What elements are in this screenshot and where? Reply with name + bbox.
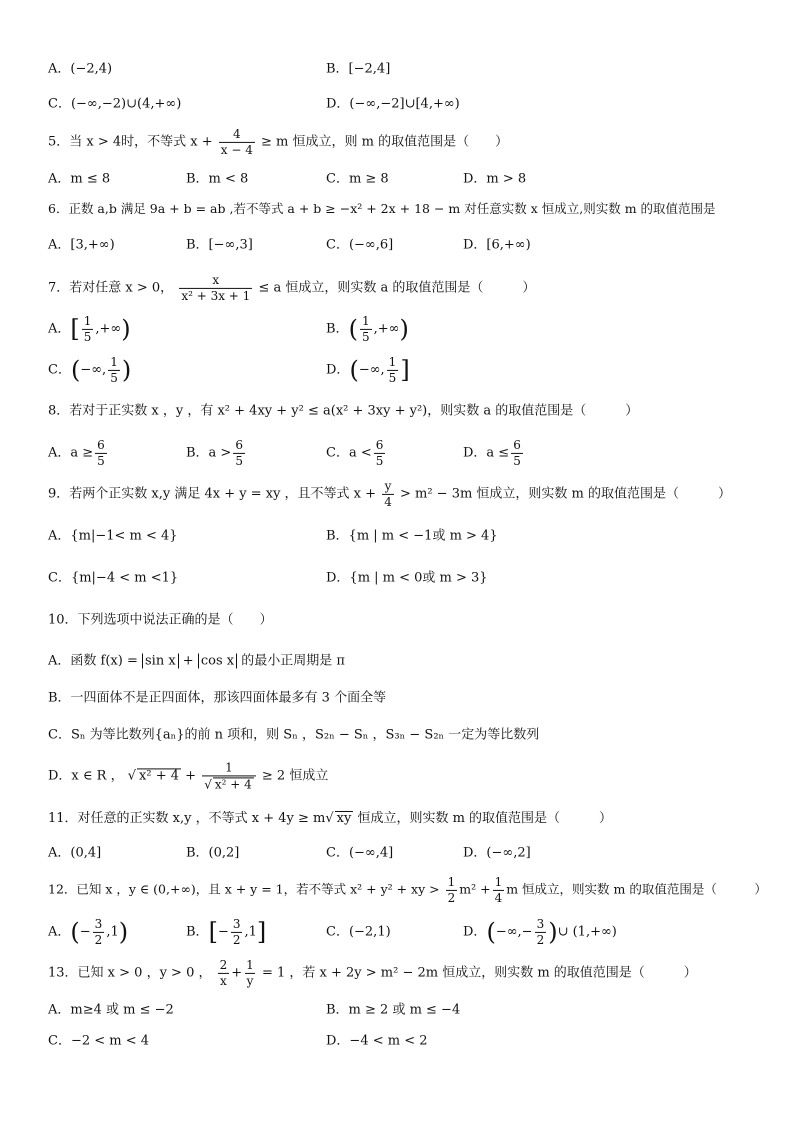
q8-option-a: A．a ≥ $\frac{6}{5}$ (48, 437, 105, 468)
q6-options (0, 223, 794, 267)
q11-option-b: B．(0,2] (186, 845, 240, 861)
q12-options (0, 910, 794, 954)
q8-option-d: D．a ≤ $\frac{6}{5}$ (463, 437, 521, 468)
q11-stem-start: 11．对任意的正实数 x,y ，不等式 x + 4y ≥ m (48, 811, 326, 826)
q4-option-a: A．(−2,4) (48, 61, 113, 77)
q9-fraction: $\frac{y}{4}$ (384, 478, 392, 509)
q9-stem-end: > m² − 3m 恒成立，则实数 m 的取值范围是（ ） (399, 486, 732, 502)
q8-stem (0, 389, 794, 433)
q11-stem-end: 恒成立，则实数 m 的取值范围是（ ） (357, 811, 613, 826)
q13-option-b: B．m ≥ 2 或 m ≤ −4 (326, 1002, 461, 1018)
q7-option-a: A．[ $\frac{1}{5}$ ,+∞) (48, 313, 131, 344)
q7-option-d: D．(−∞, $\frac{1}{5}$ ] (326, 354, 410, 385)
q9-options-row2 (0, 556, 794, 600)
q8-stem-text: 8．若对于正实数 x ，y ，有 x² + 4xy + y² ≤ a(x² + 3xy + y²)，则实数 a 的取值范围是（ ） (48, 403, 639, 419)
q12-stem-start: 12．已知 x ，y ∈ (0,+∞)，且 x + y = 1，若不等式 x² + y² + xy > (48, 881, 440, 897)
q11-option-d: D．(−∞,2] (463, 845, 531, 861)
q4-option-c: C．(−∞,−2)∪(4,+∞) (48, 96, 182, 112)
q8-options (0, 431, 794, 475)
q5-option-b: B．m < 8 (186, 171, 249, 187)
q10-option-c-row (0, 713, 794, 757)
q12-option-c: C．(−2,1) (326, 924, 391, 940)
q7-stem-end: ≤ a 恒成立，则实数 a 的取值范围是（ ） (258, 280, 536, 296)
q5-stem-start: 5．当 x > 4时，不等式 x + (48, 134, 213, 150)
q7-option-b: B．( $\frac{1}{5}$ ,+∞) (326, 313, 409, 344)
q8-option-b: B．a > $\frac{6}{5}$ (186, 437, 243, 468)
q7-stem (0, 266, 794, 310)
q7-options-row1 (0, 307, 794, 351)
q10-option-d: D．x ∈ R ， √ x² + 4 + $\frac{1}{\text{√ x² + 4}}$ ≥ 2 恒成立 (48, 760, 329, 791)
q6-stem-text: 6．正数 a,b 满足 9a + b = ab ,若不等式 a + b ≥ −x² + 2x + 18 − m 对任意实数 x 恒成立,则实数 m 的取值范围是 (48, 200, 716, 216)
q4-option-d: D．(−∞,−2]∪[4,+∞) (326, 96, 460, 112)
q9-option-c: C．{m|−4 < m <1} (48, 570, 179, 586)
q6-option-d: D．[6,+∞) (463, 237, 531, 253)
q9-option-a: A．{m|−1< m < 4} (48, 528, 178, 544)
q13-option-a: A．m≥4 或 m ≤ −2 (48, 1002, 174, 1018)
q11-option-a: A．(0,4] (48, 845, 102, 861)
q9-options-row1 (0, 514, 794, 558)
q10-option-c: C．Sₙ 为等比数列{aₙ}的前 n 项和，则 Sₙ ，S₂ₙ − Sₙ ，S₃ₙ − S₂ₙ 一定为等比数列 (48, 727, 540, 743)
q5-fraction: $\frac{4}{x - 4}$ (220, 126, 253, 157)
q7-stem-start: 7．若对任意 x > 0， (48, 280, 174, 296)
q6-option-a: A．[3,+∞) (48, 237, 115, 253)
q13-options-row2 (0, 1019, 794, 1063)
q12-stem-end: m 恒成立，则实数 m 的取值范围是（ ） (506, 881, 767, 897)
q10-stem-text: 10．下列选项中说法正确的是（ ） (48, 612, 273, 628)
q12-stem: 12．已知 x ，y ∈ (0,+∞)，且 x + y = 1，若不等式 x² + y² + xy > $\frac{1}{2}$ m² + $\frac{1}{4}$ m 恒成立，则实数 m 的取值范围是（ ） (48, 874, 767, 905)
q10-stem (0, 598, 794, 642)
q13-option-d: D．−4 < m < 2 (326, 1033, 428, 1049)
q13-stem-end: = 1 ，若 x + 2y > m² − 2m 恒成立，则实数 m 的取值范围是（ ） (261, 965, 697, 981)
q10-option-b: B．一四面体不是正四面体，那该四面体最多有 3 个面全等 (48, 690, 387, 706)
q9-stem-start: 9．若两个正实数 x,y 满足 4x + y = xy ，且不等式 x + (48, 486, 377, 502)
q7-fraction: $\frac{x}{\text{x² + 3x + 1}}$ (181, 272, 251, 303)
q11-radical: xy (336, 811, 352, 826)
q13-option-c: C．−2 < m < 4 (48, 1033, 150, 1049)
q6-option-c: C．(−∞,6] (326, 237, 394, 253)
q12-option-a: A．(− $\frac{3}{2}$ ,1) (48, 916, 129, 947)
q8-option-c: C．a < $\frac{6}{5}$ (326, 437, 384, 468)
q9-option-b: B．{m | m < −1或 m > 4} (326, 528, 498, 544)
q7-options-row2 (0, 348, 794, 392)
q10-option-d-row (0, 754, 794, 798)
q7-option-c: C．(−∞, $\frac{1}{5}$ ) (48, 354, 132, 385)
q5-option-d: D．m > 8 (463, 171, 527, 187)
q5-option-a: A．m ≤ 8 (48, 171, 111, 187)
q13-stem-start: 13．已知 x > 0 ，y > 0 ， (48, 965, 212, 981)
q5-option-c: C．m ≥ 8 (326, 171, 389, 187)
q4-option-b: B．[−2,4] (326, 61, 391, 77)
q11-option-c: C．(−∞,4] (326, 845, 394, 861)
q12-option-d: D．(−∞,− $\frac{3}{2}$ )∪ (1,+∞) (463, 916, 617, 947)
q13-stem: 13．已知 x > 0 ，y > 0 ， $\frac{2}{x}$ + $\frac{1}{y}$ = 1 ，若 x + 2y > m² − 2m 恒成立，则实数 m 的取值范围是（ ） (48, 957, 697, 988)
q12-option-b: B．[− $\frac{3}{2}$ ,1] (186, 916, 267, 947)
q10-option-a: A．函数 f(x) = sin x + cos x 的最小正周期是 π (48, 653, 345, 669)
q9-stem (0, 472, 794, 516)
q5-stem-end: ≥ m 恒成立，则 m 的取值范围是（ ） (261, 134, 509, 150)
q11-stem: 11．对任意的正实数 x,y ，不等式 x + 4y ≥ m√ xy 恒成立，则实数 m 的取值范围是（ ） (48, 811, 613, 826)
q9-option-d: D．{m | m < 0或 m > 3} (326, 570, 488, 586)
q6-option-b: B．[−∞,3] (186, 237, 253, 253)
